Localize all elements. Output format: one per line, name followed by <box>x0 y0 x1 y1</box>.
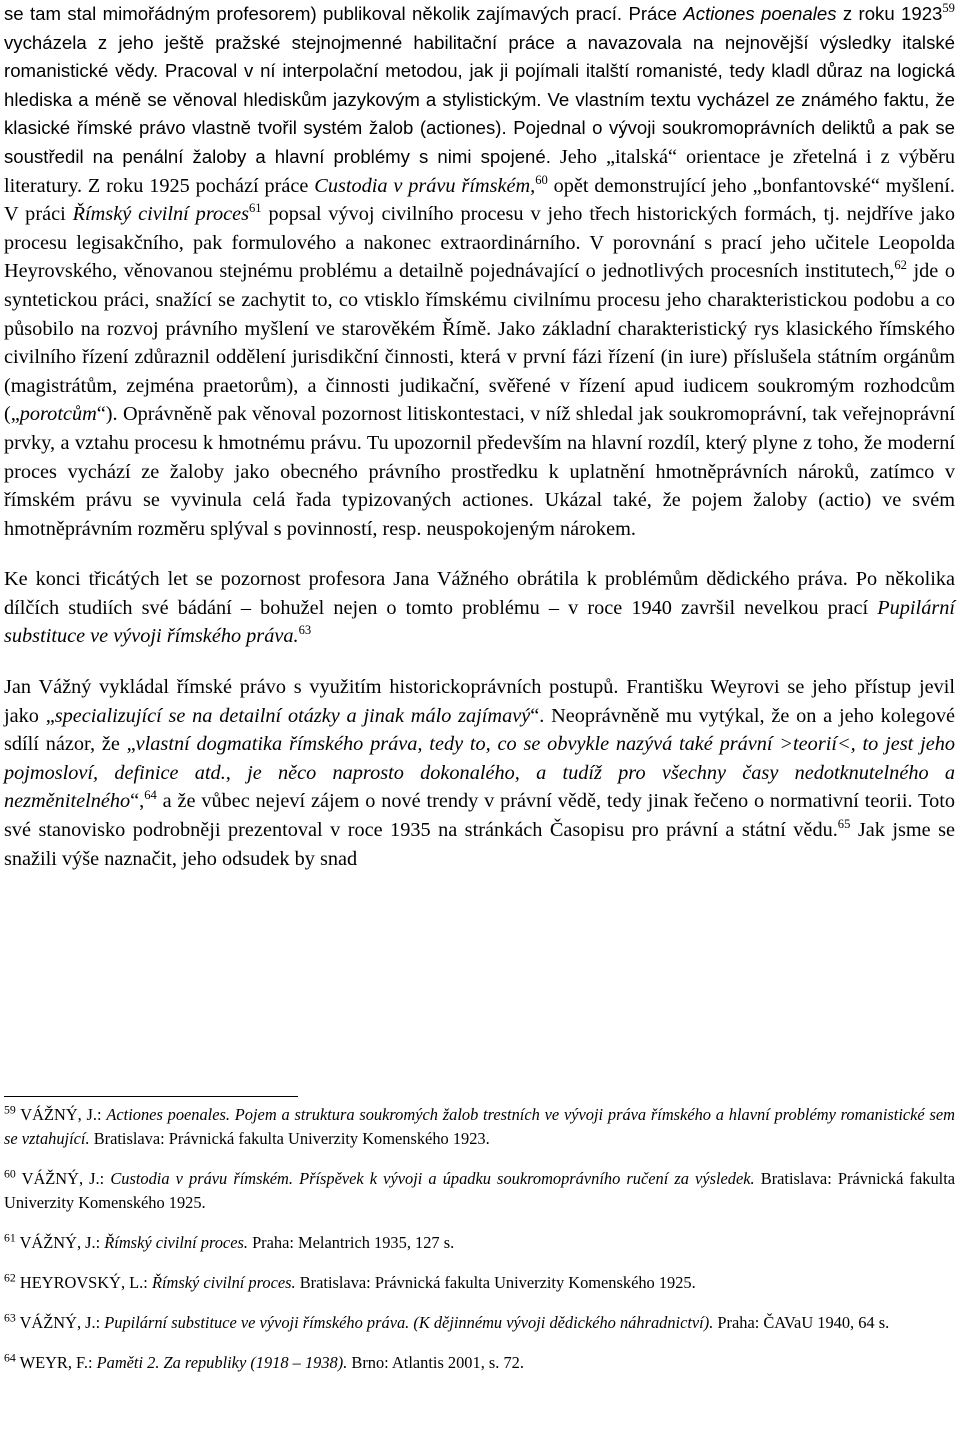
footnote-number: 59 <box>4 1102 16 1117</box>
footnote-author: VÁŽNÝ, J.: <box>15 1169 111 1188</box>
text-run: “. Neoprávněně mu vytýkal, že on a jeho kolegové sdílí názor, že „ <box>4 704 955 756</box>
footnote-ref-61[interactable]: 61 <box>249 201 262 216</box>
text-run: Ke konci třicátých let se pozornost profesora Jana Vážného obrátila k problémům dědického práva. Po několika dílčích studiích své bádání – bohužel nejen o tomto problému – v roce 1940 završil nevelkou prací <box>4 568 955 619</box>
footnote-ref-64[interactable]: 64 <box>144 788 157 803</box>
italic-title: Custodia v právu římském, <box>314 174 536 197</box>
footnote-title: Actiones poenales. Pojem a struktura soukromých žalob trestních ve vývoji práva římského a hlavní problémy romanistické sem se vztahující. <box>4 1105 955 1148</box>
text-run: jde o syntetickou práci, snažící se zachytit to, co vtisklo římskému civilnímu procesu jeho charakteristickou podobu a co působilo na rozvoj právního myšlení ve starověkém Římě. Jako základní charakteristický rys klasického římského civilního řízení zdůraznil oddělení jurisdikční činnosti, která v první fázi řízení (in iure) příslušela státním orgánům (magistrátům, zejména praetorům), a činnosti judikační, svěřené v řízení apud iudicem soukromým rozhodcům („ <box>4 260 956 426</box>
footnote-publication: Brno: Atlantis 2001, s. 72. <box>347 1353 524 1372</box>
italic-term: porotcům <box>19 403 97 426</box>
footnote-title: Římský civilní proces. <box>151 1273 296 1292</box>
footnote-publication: Bratislava: Právnická fakulta Univerzity Komenského 1925. <box>4 1169 956 1212</box>
footnote-number: 61 <box>4 1230 16 1245</box>
footnote-publication: Praha: ČAVaU 1940, 64 s. <box>713 1313 890 1332</box>
body-paragraph-1 <box>4 0 955 543</box>
footnote-publication: Praha: Melantrich 1935, 127 s. <box>247 1233 455 1252</box>
italic-title: Actiones poenales <box>683 3 837 24</box>
text-run: Jeho „italská“ orientace je zřetelná i z výběru literatury. Z roku 1925 pochází práce <box>4 145 955 197</box>
footnote-ref-62[interactable]: 62 <box>894 258 907 273</box>
footnote-author: HEYROVSKÝ, L.: <box>15 1273 152 1292</box>
footnote-number: 63 <box>4 1310 16 1325</box>
footnote-author: VÁŽNÝ, J.: <box>15 1233 105 1252</box>
footnote-title: Římský civilní proces. <box>104 1233 248 1252</box>
footnotes <box>4 1103 955 1391</box>
text-run: z roku 1923 <box>836 3 943 24</box>
footnote-60 <box>4 1167 955 1215</box>
footnote-64 <box>4 1351 955 1375</box>
footnote-63 <box>4 1311 955 1335</box>
italic-title: Římský civilní proces <box>72 203 250 226</box>
footnote-ref-59[interactable]: 59 <box>942 1 955 16</box>
footnote-ref-63[interactable]: 63 <box>298 623 312 638</box>
text-run: popsal vývoj civilního procesu v jeho třech historických formách, tj. nejdříve jako procesu legisakčního, pak formulového a nakonec extraordinárního. V porovnání s prací jeho učitele Leopolda Heyrovského, věnovanou stejnému problému a detailně pojednávající o jednotlivých procesních institutech, <box>4 203 955 283</box>
text-run: “). Oprávněně pak věnoval pozornost litiskontestaci, v níž shledal jak soukromoprávní, tak veřejnoprávní prvky, a vztahu procesu k hmotnému právu. Tu upozornil především na hlavní rozdíl, který plyne z toho, že moderní proces vychází ze žaloby jako obecného právního prostředku k uplatnění hmotněprávních nároků, zatímco v římském právu se vyvinula celá řada typizovaných actiones. Ukázal také, že pojem žaloby (actio) ve svém hmotněprávním rozměru splýval s povinností, resp. neuspokojeným nárokem. <box>4 403 955 540</box>
body-paragraph-3 <box>4 673 955 873</box>
italic-quote: specializující se na detailní otázky a jinak málo zajímavý <box>54 704 531 727</box>
footnote-number: 60 <box>4 1166 16 1181</box>
footnote-ref-65[interactable]: 65 <box>837 817 851 832</box>
text-run: vycházela z jeho ještě pražské stejnojmenné habilitační práce a navazovala na nejnovější výsledky italské romanistické vědy. Pracoval v ní interpolační metodou, jak ji pojímali italští romanisté, tedy kladl důraz na logická hlediska a méně se věnoval hlediskům jazykovým a stylistickým. Ve vlastním textu vycházel ze známého faktu, že klasické římské právo vlastně tvořil systém žalob (actiones). Pojednal o vývoji soukromoprávních deliktů a pak se soustředil na penální žaloby a hlavní problémy s nimi spojené. <box>4 31 955 167</box>
footnote-author: WEYR, F.: <box>15 1353 97 1372</box>
footnote-62 <box>4 1271 955 1295</box>
text-run: “, <box>130 790 145 813</box>
body-paragraph-2 <box>4 565 955 651</box>
footnote-number: 62 <box>4 1270 16 1285</box>
footnote-publication: Bratislava: Právnická fakulta Univerzity Komenského 1923. <box>89 1129 490 1148</box>
footnote-separator <box>4 1096 298 1097</box>
italic-quote: vlastní dogmatika římského práva, tedy to, co se obvykle nazývá také právní >teorií<, to jest jeho pojmosloví, definice atd., je něco naprosto dokonalého, a tudíž pro všechny časy nedotknutelného a nezměnitelného <box>4 733 955 813</box>
text-run: opět demonstrující jeho „bonfantovské“ myšlení. V práci <box>4 174 955 226</box>
text-run: a že vůbec nejeví zájem o nové trendy v právní vědě, tedy jinak řečeno o normativní teorii. Toto své stanovisko podrobněji prezentoval v roce 1935 na stránkách Časopisu pro právní a státní vědu. <box>4 790 955 842</box>
document-page <box>4 0 955 873</box>
footnote-title: Paměti 2. Za republiky (1918 – 1938). <box>96 1353 348 1372</box>
footnote-author: VÁŽNÝ, J.: <box>15 1105 107 1124</box>
text-run: Jak jsme se snažili výše naznačit, jeho odsudek by snad <box>4 819 955 870</box>
footnote-title: Custodia v právu římském. Příspěvek k vývoji a úpadku soukromoprávního ručení za výsledek. <box>110 1169 755 1188</box>
footnote-number: 64 <box>4 1350 16 1365</box>
footnote-publication: Bratislava: Právnická fakulta Univerzity Komenského 1925. <box>295 1273 696 1292</box>
text-run: Jan Vážný vykládal římské právo s využitím historickoprávních postupů. Františku Weyrovi se jeho přístup jevil jako „ <box>4 676 955 727</box>
footnote-ref-60[interactable]: 60 <box>535 172 548 187</box>
footnote-59 <box>4 1103 955 1151</box>
footnote-author: VÁŽNÝ, J.: <box>15 1313 105 1332</box>
footnote-61 <box>4 1231 955 1255</box>
footnote-title: Pupilární substituce ve vývoji římského práva. (K dějinnému vývoji dědického náhradnictví). <box>104 1313 714 1332</box>
text-run: se tam stal mimořádným profesorem) publikoval několik zajímavých prací. Práce <box>4 3 684 24</box>
italic-title: Pupilární substituce ve vývoji římského práva. <box>4 596 955 648</box>
